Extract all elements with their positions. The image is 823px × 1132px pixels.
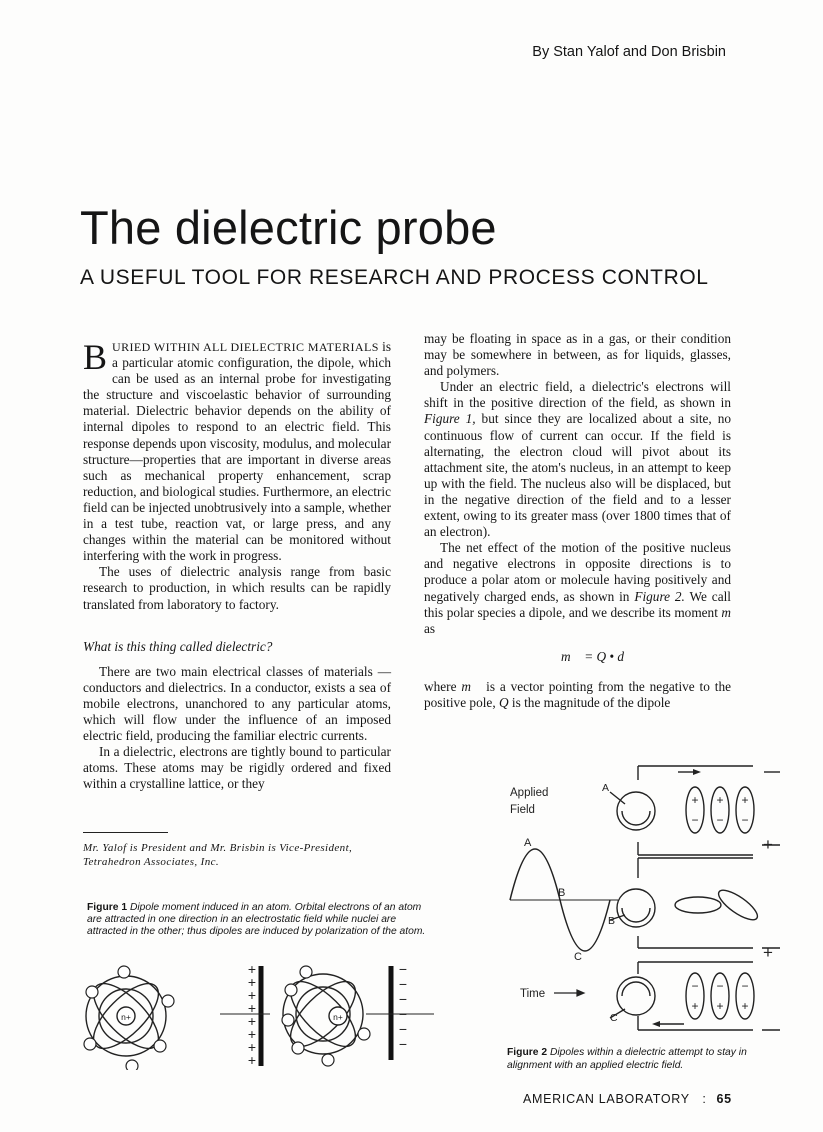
dipole-moment-equation: m⃗ = Q • d — [560, 648, 625, 664]
dipole-minus: − — [691, 979, 699, 993]
figure1-diagram — [78, 958, 448, 1070]
dipole-plus: + — [716, 999, 724, 1013]
arrowhead — [652, 1021, 660, 1027]
dipole-plus: + — [691, 793, 699, 807]
svg-text:+: + — [247, 974, 257, 990]
dipole-minus: − — [741, 979, 749, 993]
panel-b-label: B — [608, 915, 616, 927]
panel-c-label: C — [610, 1012, 618, 1024]
footer-separator: : — [702, 1092, 707, 1106]
plus-signs — [248, 961, 256, 1068]
author-footnote: Mr. Yalof is President and Mr. Brisbin is Vice-President, Tetrahedron Associates, Inc. — [83, 842, 353, 868]
figure2-caption-text: Dipoles within a dielectric attempt to stay in alignment with an applied electric field. — [507, 1047, 747, 1071]
journal-name: AMERICAN LABORATORY — [523, 1092, 690, 1106]
svg-text:−: − — [398, 976, 408, 992]
dipole-minus: − — [691, 813, 699, 827]
article-subtitle: A USEFUL TOOL FOR RESEARCH AND PROCESS CONTROL — [80, 266, 709, 289]
intro-text: is a particular atomic configuration, the dipole, which can be used as an internal probe for investigating the structure and viscoelastic behavior of surrounding material. Dielectric behavior depends on the ability of internal dipoles to respond to an electric field. This response depends upon viscosity, modulus, and molecular structure—properties that are important in diverse areas such as mechanical property enhancement, scrap reduction, and biological studies. Furthermore, an electric field can be injected unobtrusively into a sample, whether in a test tube, reaction vat, or large press, and any changes within the material can be monitored without interfering with the work in progress. — [83, 339, 391, 564]
nucleus-label: n+ — [121, 1012, 131, 1022]
plate-plus: + — [763, 835, 773, 854]
figure-reference: Figure 1, — [424, 411, 476, 427]
variable: Q — [498, 694, 509, 710]
time-arrow — [554, 990, 584, 996]
figure1-caption-text: Dipole moment induced in an atom. Orbital electrons of an atom are attracted in one direction in an electrostatic field while nuclei are attracted in the other; thus dipoles are induced by polarization of the atom. — [87, 902, 426, 937]
drop-cap: B — [83, 337, 108, 377]
paragraph: There are two main electrical classes of materials —conductors and dielectrics. In a conductor, exists a sea of mobile electrons, unanchored to any particular atoms, which will flow under the influence of an imposed electric field, producing the familiar electric currents. — [83, 663, 391, 744]
paragraph: In a dielectric, electrons are tightly bound to particular atoms. These atoms may be rigidly ordered and fixed within a crystalline lattice, or they — [83, 744, 391, 792]
dipole-plus: + — [741, 999, 749, 1013]
svg-text:+: + — [247, 1039, 257, 1055]
text-run: We call this polar species a dipole, and we describe its moment — [424, 588, 731, 620]
point-b-label: B — [558, 887, 566, 899]
text-run: is a vector pointing from the negative to the positive pole, — [424, 678, 731, 710]
panel-c — [610, 962, 780, 1030]
text-run: but since they are localized about a site, no continuous flow of current can occur. If the field is alternating, the electron cloud will pivot about its attachment site, the atom's nucleus, in an attempt to keep up with the field. The nucleus also will be displaced, but in the negative direction of the field and to a lesser extent, owing to its greater mass (over 1800 times that of an electron). — [424, 411, 731, 540]
text-run: Under an electric field, a dielectric's electrons will shift in the positive direction of the field, as shown in — [424, 379, 731, 411]
figure2-diagram — [498, 760, 788, 1040]
byline: By Stan Yalof and Don Brisbin — [532, 44, 726, 60]
section-heading: What is this thing called dielectric? — [83, 638, 273, 654]
electron-markers — [282, 966, 370, 1066]
point-c-label: C — [574, 951, 582, 963]
svg-text:−: − — [398, 991, 408, 1007]
dipole-plus: + — [691, 999, 699, 1013]
dipole-minus: − — [716, 979, 724, 993]
minus-signs — [399, 961, 407, 1052]
text-run: where — [424, 678, 462, 694]
variable: m⃗ — [461, 678, 482, 694]
text-run: as — [424, 620, 436, 636]
arrowhead — [693, 769, 701, 775]
left-column — [83, 339, 391, 792]
svg-text:+: + — [247, 987, 257, 1003]
svg-text:−: − — [398, 1021, 408, 1037]
variable: m — [721, 604, 731, 620]
paragraph: may be floating in space as in a gas, or their condition may be somewhere in between, as for liquids, glasses, and polymers. — [424, 331, 731, 379]
intro-paragraph — [83, 339, 391, 564]
article-title: The dielectric probe — [80, 201, 497, 254]
panel-a — [610, 766, 780, 855]
figure1-caption — [87, 902, 427, 938]
dipole-plus: + — [741, 793, 749, 807]
paragraph — [424, 379, 731, 540]
field-label: Field — [510, 804, 535, 816]
paragraph — [424, 540, 731, 637]
text-run: The net effect of the motion of the positive nucleus and negative electrons in opposite directions is to produce a polar atom or molecule having positively and negatively charged ends, as shown in — [424, 540, 731, 604]
panel-a-label: A — [602, 782, 610, 794]
text-run: is the magnitude of the dipole — [508, 694, 671, 710]
svg-text:−: − — [398, 961, 408, 977]
dipole-minus: − — [716, 813, 724, 827]
figure-reference: Figure 2. — [634, 588, 685, 604]
svg-text:−: − — [398, 1036, 408, 1052]
svg-text:+: + — [247, 1026, 257, 1042]
dipole-plus: + — [716, 793, 724, 807]
panel-b — [610, 858, 780, 948]
svg-text:+: + — [247, 1000, 257, 1016]
nucleus-label: n+ — [333, 1012, 343, 1022]
svg-text:+: + — [247, 961, 257, 977]
dipole-minus: − — [741, 813, 749, 827]
time-label: Time — [520, 988, 546, 1000]
applied-label: Applied — [510, 787, 549, 799]
paragraph — [424, 679, 731, 711]
point-a-label: A — [524, 837, 532, 849]
lead-in-caps: URIED WITHIN ALL DIELECTRIC MATERIALS — [112, 340, 379, 354]
paragraph: The uses of dielectric analysis range from basic research to production, in which results can be rapidly translated from laboratory to factory. — [83, 564, 391, 612]
right-column — [424, 331, 731, 711]
figure1-label: Figure 1 — [87, 902, 128, 913]
page-number: 65 — [716, 1092, 732, 1106]
figure2-label: Figure 2 — [507, 1047, 548, 1058]
svg-text:+: + — [247, 1052, 257, 1068]
plate-plus: + — [763, 943, 773, 962]
page-footer — [523, 1092, 732, 1106]
figure2-caption — [507, 1046, 757, 1072]
svg-text:+: + — [247, 1013, 257, 1029]
svg-text:−: − — [398, 1006, 408, 1022]
footnote-rule — [83, 832, 168, 833]
